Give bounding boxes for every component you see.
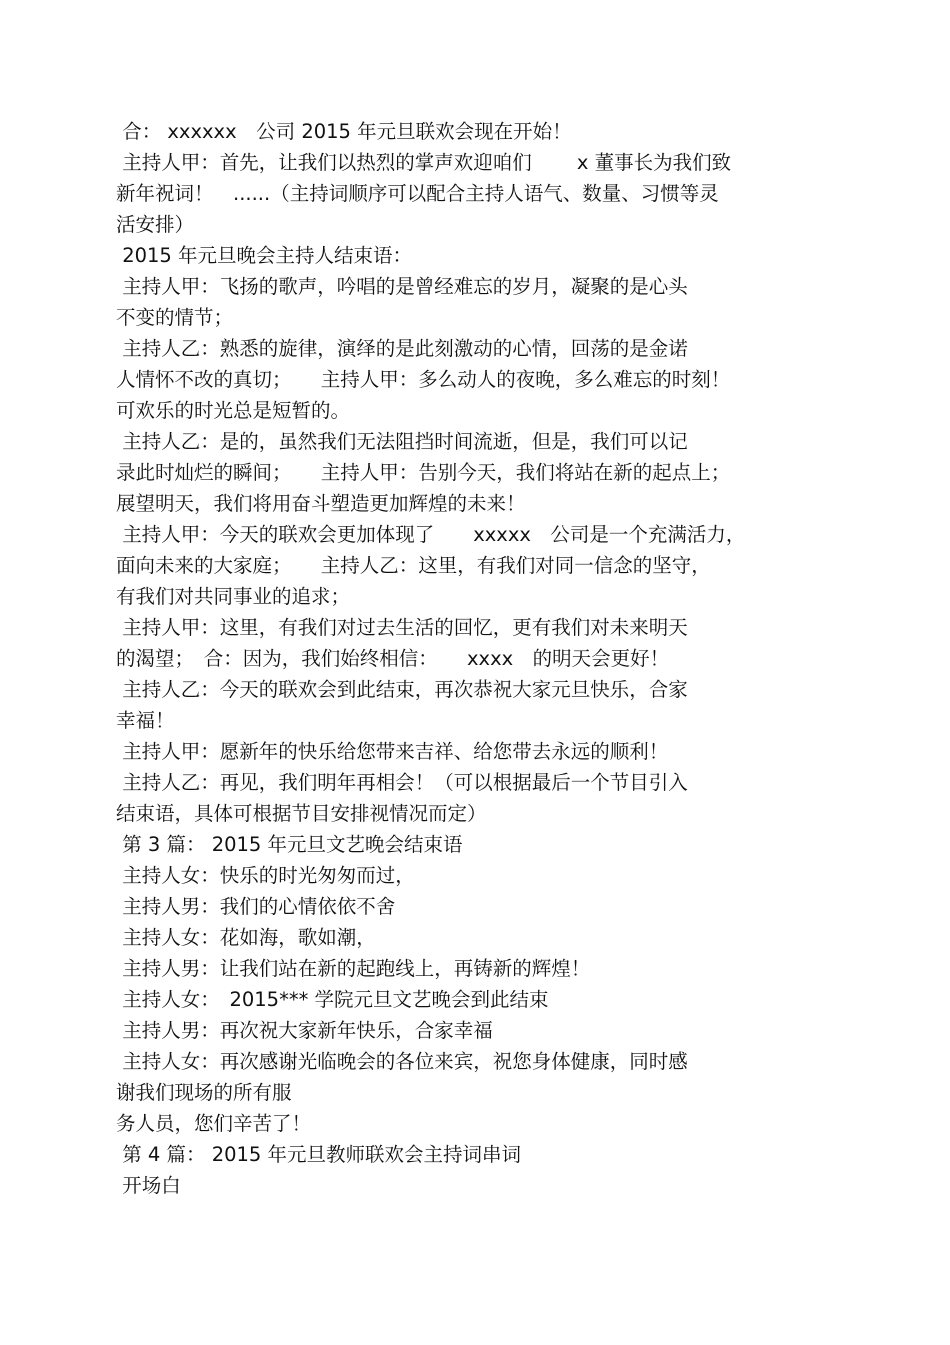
text-line: 活安排） [116, 213, 195, 236]
section-heading: 第 4 篇： 2015 年元旦教师联欢会主持词串词 [116, 1143, 522, 1166]
text-line: 合： xxxxxx 公司 2015 年元旦联欢会现在开始！ [116, 120, 572, 143]
text-line: 主持人女： 2015*** 学院元旦文艺晚会到此结束 [116, 988, 549, 1011]
text-line: 主持人男：我们的心情依依不舍 [116, 895, 396, 918]
text-line: 录此时灿烂的瞬间； 主持人甲：告别今天，我们将站在新的起点上； [116, 461, 731, 484]
text-line: 新年祝词！ ......（主持词顺序可以配合主持人语气、数量、习惯等灵 [116, 182, 719, 205]
text-line: 主持人甲：今天的联欢会更加体现了 xxxxx 公司是一个充满活力， [116, 523, 746, 546]
text-line: 有我们对共同事业的追求； [116, 585, 351, 608]
text-line: 结束语，具体可根据节目安排视情况而定） [116, 802, 487, 825]
text-line: 幸福！ [116, 709, 175, 732]
text-line: 务人员，您们辛苦了！ [116, 1112, 312, 1135]
text-line: 主持人甲：这里，有我们对过去生活的回忆，更有我们对未来明天 [116, 616, 688, 639]
text-line: 不变的情节； [116, 306, 234, 329]
section-heading: 2015 年元旦晚会主持人结束语： [116, 244, 413, 267]
text-line: 主持人乙：今天的联欢会到此结束，再次恭祝大家元旦快乐，合家 [116, 678, 688, 701]
text-line: 主持人甲：首先，让我们以热烈的掌声欢迎咱们 x 董事长为我们致 [116, 151, 732, 174]
text-line: 开场白 [116, 1174, 181, 1197]
text-line: 主持人乙：再见，我们明年再相会！（可以根据最后一个节目引入 [116, 771, 688, 794]
text-line: 主持人女：再次感谢光临晚会的各位来宾，祝您身体健康，同时感 [116, 1050, 688, 1073]
text-line: 主持人乙：熟悉的旋律，演绎的是此刻激动的心情，回荡的是金诺 [116, 337, 688, 360]
text-line: 主持人男：让我们站在新的起跑线上，再铸新的辉煌！ [116, 957, 591, 980]
text-line: 谢我们现场的所有服 [116, 1081, 292, 1104]
text-line: 可欢乐的时光总是短暂的。 [116, 399, 351, 422]
text-line: 人情怀不改的真切； 主持人甲：多么动人的夜晚，多么难忘的时刻！ [116, 368, 731, 391]
text-line: 面向未来的大家庭； 主持人乙：这里，有我们对同一信念的坚守， [116, 554, 711, 577]
text-line: 主持人甲：愿新年的快乐给您带来吉祥、给您带去永远的顺利！ [116, 740, 669, 763]
section-heading: 第 3 篇： 2015 年元旦文艺晚会结束语 [116, 833, 463, 856]
text-line: 主持人女：快乐的时光匆匆而过， [116, 864, 415, 887]
document-body [116, 116, 816, 1201]
text-line: 的渴望； 合：因为，我们始终相信： xxxx 的明天会更好！ [116, 647, 670, 670]
text-line: 主持人女：花如海，歌如潮， [116, 926, 376, 949]
text-line: 主持人甲：飞扬的歌声，吟唱的是曾经难忘的岁月，凝聚的是心头 [116, 275, 688, 298]
text-line: 主持人乙：是的，虽然我们无法阻挡时间流逝，但是，我们可以记 [116, 430, 688, 453]
text-line: 展望明天，我们将用奋斗塑造更加辉煌的未来！ [116, 492, 526, 515]
text-line: 主持人男：再次祝大家新年快乐，合家幸福 [116, 1019, 493, 1042]
